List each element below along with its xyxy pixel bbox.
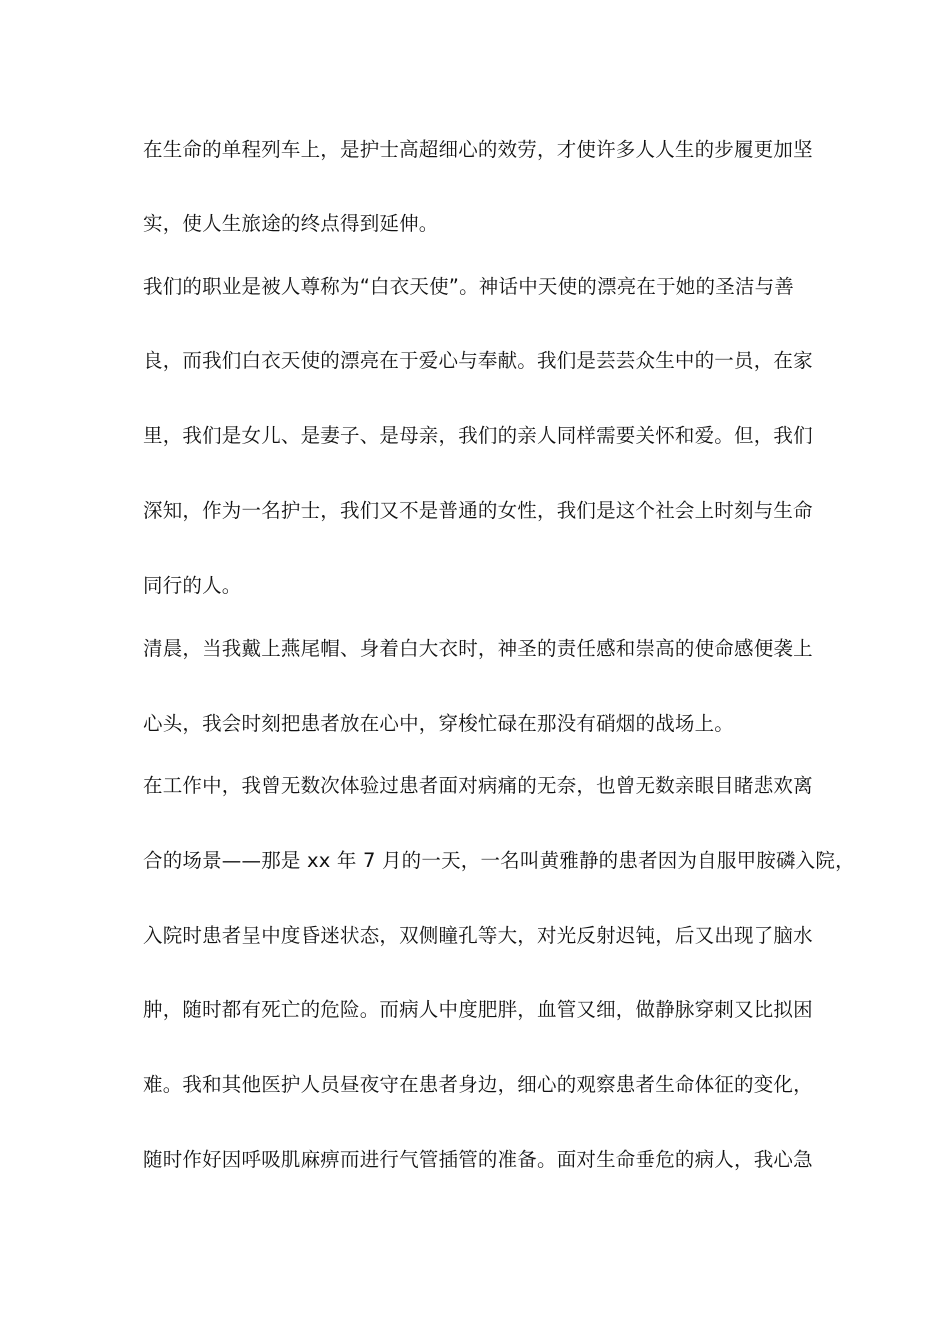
text-line: 深知，作为一名护士，我们又不是普通的女性，我们是这个社会上时刻与生命 — [143, 499, 813, 522]
text-line: 在生命的单程列车上，是护士高超细心的效劳，才使许多人人生的步履更加坚 — [143, 138, 813, 161]
text-line: 难。我和其他医护人员昼夜守在患者身边，细心的观察患者生命体征的变化， — [143, 1073, 813, 1096]
text-line: 同行的人。 — [143, 574, 242, 597]
text-line: 实，使人生旅途的终点得到延伸。 — [143, 212, 439, 235]
text-line: 心头，我会时刻把患者放在心中，穿梭忙碌在那没有硝烟的战场上。 — [143, 712, 735, 735]
text-line: 我们的职业是被人尊称为“白衣天使”。神话中天使的漂亮在于她的圣洁与善 — [143, 275, 795, 298]
text-line: 肿，随时都有死亡的危险。而病人中度肥胖，血管又细，做静脉穿刺又比拟困 — [143, 998, 813, 1021]
text-line: 合的场景——那是 xx 年 7 月的一天，一名叫黄雅静的患者因为自服甲胺磷入院， — [143, 849, 855, 872]
text-line: 在工作中，我曾无数次体验过患者面对病痛的无奈，也曾无数亲眼目睹悲欢离 — [143, 774, 813, 797]
text-line: 随时作好因呼吸肌麻痹而进行气管插管的准备。面对生命垂危的病人，我心急 — [143, 1148, 813, 1171]
text-line: 入院时患者呈中度昏迷状态，双侧瞳孔等大，对光反射迟钝，后又出现了脑水 — [143, 924, 813, 947]
text-line: 清晨，当我戴上燕尾帽、身着白大衣时，神圣的责任感和崇高的使命感便袭上 — [143, 637, 813, 660]
text-line: 里，我们是女儿、是妻子、是母亲，我们的亲人同样需要关怀和爱。但，我们 — [143, 424, 813, 447]
text-line: 良，而我们白衣天使的漂亮在于爱心与奉献。我们是芸芸众生中的一员，在家 — [143, 349, 813, 372]
